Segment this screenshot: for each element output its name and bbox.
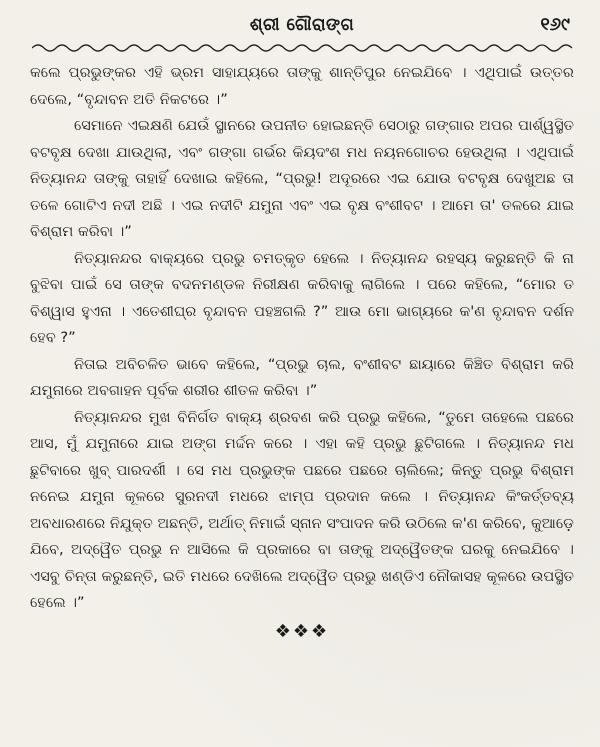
paragraph: ନିତ୍ୟାନନ୍ଦର ବାକ୍ୟରେ ପ୍ରଭୁ ଚମତ୍କୃତ ହେଲେ । ନିତ୍ୟାନନ୍ଦ ରହସ୍ୟ କରୁଛନ୍ତି କି ନା ବୁଝିବା ପାଇଁ ସେ ତାଙ୍କ ବଦନମଣ୍ଡଳ ନିରୀକ୍ଷଣ କରିବାକୁ ଲାଗିଲେ । ପରେ କହିଲେ, “ମୋର ତ ବିଶ୍ୱାସ ହୁଏନା । ଏତେଶୀଘ୍ର ବୃନ୍ଦାବନ ପହଞ୍ଚଗଲି ?” ଆଉ ମୋ ଭାଗ୍ୟରେ କ'ଣ ବୃନ୍ଦାବନ ଦର୍ଶନ ହେବ ?” <box>30 249 574 346</box>
section-end-ornament: ❖❖❖ <box>274 620 330 642</box>
page-header <box>30 8 574 42</box>
paragraph: କଲେ ପ୍ରଭୁଙ୍କର ଏହି ଭ୍ରମ ସାହାଯ୍ୟରେ ତାଙ୍କୁ ଶାନ୍ତିପୁର ନେଇଯିବେ । ଏଥିପାଇଁ ଉତ୍ତର ଦେଲେ, “ବୃନ୍ଦାବନ ଅତି ନିକଟରେ ।” <box>30 64 574 108</box>
paragraph: ନିତ୍ୟାନନ୍ଦର ମୁଖ ବିନିର୍ଗତ ବାକ୍ୟ ଶ୍ରବଣ କରି ପ୍ରଭୁ କହିଲେ, “ତୁମେ ତାହେଲେ ପଛରେ ଆସ, ମୁଁ ଯମୁନାରେ ଯାଇ ଅଙ୍ଗ ମର୍ଦ୍ଦନ କରେ । ଏହା କହି ପ୍ରଭୁ ଛୁଟିଗଲେ । ନିତ୍ୟାନନ୍ଦ ମଧ ଛୁଟିବାରେ ଖୁବ୍ ପାରଦର୍ଶୀ । ସେ ମଧ ପ୍ରଭୁଙ୍କ ପଛରେ ପଛରେ ଚାଲିଲେ; କିନ୍ତୁ ପ୍ରଭୁ ବିଶ୍ରାମ ନନେଇ ଯମୁନା କୂଳରେ ସୁରନଦୀ ମଧରେ ଝାମ୍ପ ପ୍ରଦାନ କଲେ । ନିତ୍ୟାନନ୍ଦ କିଂକର୍ତ୍ତବ୍ୟ ଅବଧାରଣରେ ନିଯୁକ୍ତ ଅଛନ୍ତି, ଅର୍ଥାତ୍ ନିମାଇଁ ସ୍ନାନ ସଂପାଦନ କରି ଉଠିଲେ କ'ଣ କରିବେ, କୁଆଡ଼େ ଯିବେ, ଅଦ୍ୱୈତ ପ୍ରଭୁ ନ ଆସିଲେ କି ପ୍ରକାରେ ବା ତାଙ୍କୁ ଅଦ୍ୱୈତଙ୍କ ଘରକୁ ନେଇଯିବେ । ଏସବୁ ଚିନ୍ତା କରୁଛନ୍ତି, ଇତି ମଧରେ ଦେଖିଲେ ଅଦ୍ୱୈତ ପ୍ରଭୁ ଖଣ୍ଡିଏ ନୌକାସହ କୂଳରେ ଉପସ୍ଥିତ ହେଲେ ।” <box>30 408 574 611</box>
running-title: ଶ୍ରୀ ଗୌରାଙ୍ଗ <box>249 15 355 35</box>
page-number: ୧୬୯ <box>540 14 570 35</box>
paragraph: ସେମାନେ ଏଇକ୍ଷଣି ଯେଉଁ ସ୍ଥାନରେ ଉପନୀତ ହୋଇଛନ୍ତି ସେଠାରୁ ଗଙ୍ଗାର ଅପର ପାର୍ଶ୍ୱସ୍ଥିତ ବଟବୃକ୍ଷ ଦେଖା ଯାଉଥିଲା, ଏବଂ ଗଙ୍ଗା ଗର୍ଭର କିୟଦଂଶ ମଧ ନୟନଗୋଚର ହେଉଥିଲା । ଏଥିପାଇଁ ନିତ୍ୟାନନ୍ଦ ତାଙ୍କୁ ତାହାହିଁ ଦେଖାଇ କହିଲେ, “ପ୍ରଭୁ! ଅଦୂରରେ ଏଇ ଯୋଉ ବଟବୃକ୍ଷ ଦେଖୁଅଛ ତା ତଳେ ଗୋଟିଏ ନଦୀ ଅଛି । ଏଇ ନଦୀଟି ଯମୁନା ଏବଂ ଏଇ ବୃକ୍ଷ ବଂଶୀବଟ । ଆମେ ତା' ତଳରେ ଯାଇ ବିଶ୍ରାମ କରିବା ।” <box>30 117 575 240</box>
paragraph: ନିତାଇ ଅବିଚଳିତ ଭାବେ କହିଲେ, “ପ୍ରଭୁ ଚାଲ, ବଂଶୀବଟ ଛାୟାରେ କିଞ୍ଚିତ ବିଶ୍ରାମ କରି ଯମୁନାରେ ଅବଗାହନ ପୂର୍ବକ ଶରୀର ଶୀତଳ କରିବା ।” <box>30 355 574 399</box>
body-text <box>30 60 574 617</box>
header-wavy-rule <box>32 42 568 54</box>
